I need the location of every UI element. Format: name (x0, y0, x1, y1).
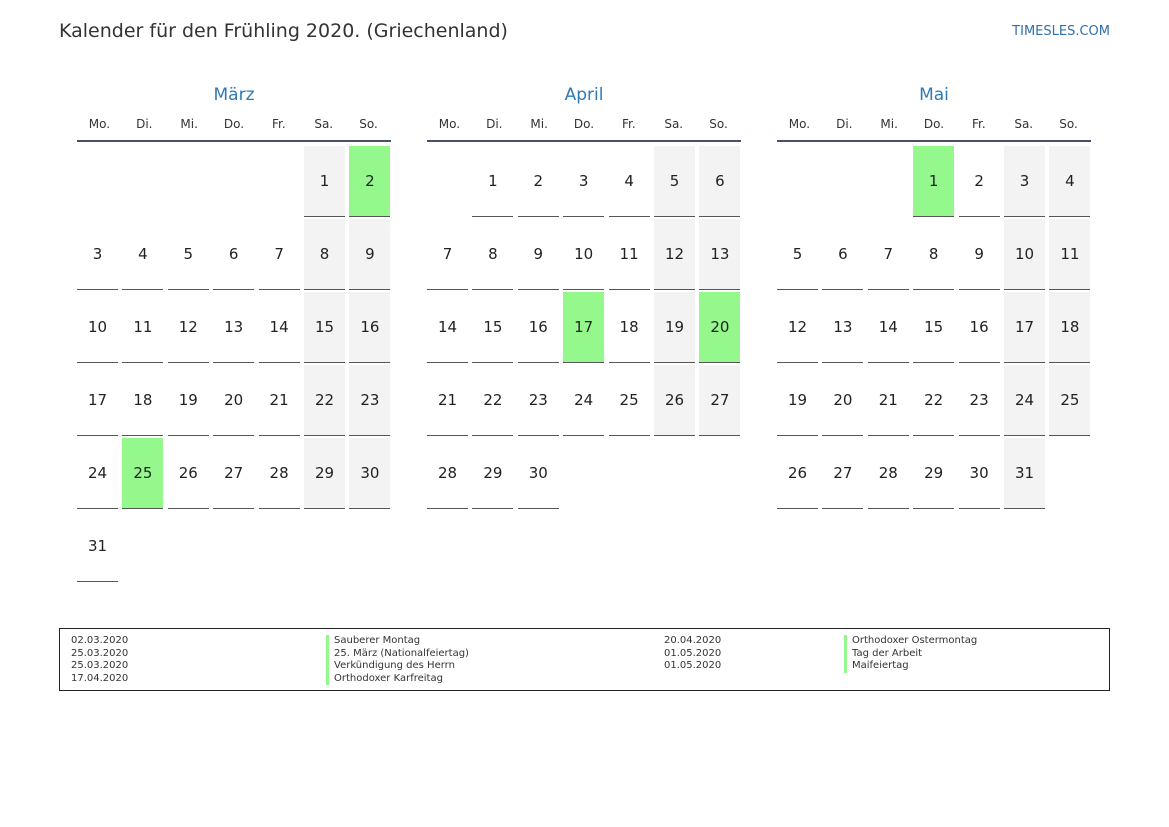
day-cell: 27 (213, 438, 254, 509)
day-cell: 20 (822, 365, 863, 436)
day-cell: 19 (168, 365, 209, 436)
weekday-label: Sa. (664, 117, 684, 131)
weekday-header (777, 116, 1091, 142)
day-cell: 18 (1049, 292, 1090, 363)
day-cell: 21 (259, 365, 300, 436)
day-cell: 1 (472, 146, 513, 217)
day-cell: 2 (518, 146, 559, 217)
day-cell: 6 (699, 146, 740, 217)
weekday-header (77, 116, 391, 142)
legend-right-dates (664, 635, 721, 673)
day-cell: 26 (777, 438, 818, 509)
day-cell: 17 (1004, 292, 1045, 363)
weekday-label: Mo. (88, 117, 111, 131)
day-cell: 15 (472, 292, 513, 363)
day-cell: 29 (304, 438, 345, 509)
legend-holiday-name: Tag der Arbeit (844, 648, 977, 661)
weekday-label: Do. (223, 117, 245, 131)
day-cell: 7 (427, 219, 468, 290)
day-cell: 31 (77, 511, 118, 582)
day-cell: 6 (213, 219, 254, 290)
weekday-label: Di. (136, 117, 153, 131)
day-cell: 27 (822, 438, 863, 509)
day-cell-holiday: 2 (349, 146, 390, 217)
day-cell: 18 (122, 365, 163, 436)
day-cell: 25 (609, 365, 650, 436)
month-name: März (213, 85, 255, 105)
day-cell: 3 (563, 146, 604, 217)
day-cell: 28 (259, 438, 300, 509)
day-cell: 21 (868, 365, 909, 436)
day-cell: 31 (1004, 438, 1045, 509)
day-cell: 16 (349, 292, 390, 363)
month-name: April (564, 85, 604, 105)
day-cell: 7 (868, 219, 909, 290)
day-cell: 5 (777, 219, 818, 290)
day-cell: 6 (822, 219, 863, 290)
weekday-label: Di. (486, 117, 503, 131)
page-title: Kalender für den Frühling 2020. (Griechenland) (59, 20, 508, 42)
day-cell: 11 (1049, 219, 1090, 290)
weekday-label: Do. (573, 117, 595, 131)
weekday-label: Mo. (788, 117, 811, 131)
weekday-label: Mo. (438, 117, 461, 131)
weekday-label: Sa. (314, 117, 334, 131)
weekday-label: Mi. (880, 117, 898, 131)
weekday-label: Mi. (180, 117, 198, 131)
day-cell: 8 (913, 219, 954, 290)
weekday-header (427, 116, 741, 142)
day-cell: 4 (1049, 146, 1090, 217)
legend-holiday-name: Maifeiertag (844, 660, 977, 673)
day-cell: 29 (472, 438, 513, 509)
day-cell: 24 (1004, 365, 1045, 436)
day-cell: 13 (699, 219, 740, 290)
day-cell: 4 (609, 146, 650, 217)
day-cell: 18 (609, 292, 650, 363)
day-cell: 30 (349, 438, 390, 509)
day-cell: 21 (427, 365, 468, 436)
day-cell-holiday: 20 (699, 292, 740, 363)
day-cell: 23 (959, 365, 1000, 436)
legend-date: 17.04.2020 (71, 672, 129, 684)
weekday-label: So. (709, 117, 728, 131)
day-cell: 5 (654, 146, 695, 217)
legend-holiday-name: Orthodoxer Ostermontag (844, 635, 977, 648)
day-cell: 22 (304, 365, 345, 436)
day-cell: 11 (122, 292, 163, 363)
site-link[interactable]: TIMESLES.COM (1012, 24, 1110, 39)
day-cell: 5 (168, 219, 209, 290)
legend-date: 20.04.2020 (664, 635, 722, 646)
day-cell: 26 (168, 438, 209, 509)
legend-date: 01.05.2020 (664, 660, 722, 671)
day-cell: 16 (959, 292, 1000, 363)
day-cell: 19 (654, 292, 695, 363)
day-cell-holiday: 1 (913, 146, 954, 217)
day-cell: 28 (868, 438, 909, 509)
month-0 (77, 84, 391, 555)
day-cell: 30 (959, 438, 1000, 509)
day-cell: 13 (822, 292, 863, 363)
day-cell: 24 (563, 365, 604, 436)
day-cell: 26 (654, 365, 695, 436)
day-cell-holiday: 17 (563, 292, 604, 363)
day-cell: 4 (122, 219, 163, 290)
weekday-label: Fr. (972, 117, 986, 131)
day-cell: 12 (654, 219, 695, 290)
day-cell: 14 (259, 292, 300, 363)
day-cell: 20 (213, 365, 254, 436)
day-cell: 22 (913, 365, 954, 436)
weekday-label: So. (359, 117, 378, 131)
day-cell: 29 (913, 438, 954, 509)
day-cell: 10 (563, 219, 604, 290)
day-cell: 16 (518, 292, 559, 363)
day-cell: 8 (472, 219, 513, 290)
day-cell: 23 (349, 365, 390, 436)
legend-date: 25.03.2020 (71, 647, 129, 659)
day-cell: 9 (349, 219, 390, 290)
legend-holiday-name: Orthodoxer Karfreitag (326, 673, 469, 686)
day-cell: 27 (699, 365, 740, 436)
legend-holiday-name: 25. März (Nationalfeiertag) (326, 648, 469, 661)
day-cell: 3 (1004, 146, 1045, 217)
month-name: Mai (919, 85, 949, 105)
day-cell: 30 (518, 438, 559, 509)
day-cell: 11 (609, 219, 650, 290)
day-cell: 19 (777, 365, 818, 436)
day-cell: 15 (913, 292, 954, 363)
weekday-label: Do. (923, 117, 945, 131)
day-cell: 7 (259, 219, 300, 290)
legend-right-names (844, 635, 977, 673)
day-cell: 22 (472, 365, 513, 436)
day-cell: 8 (304, 219, 345, 290)
weekday-label: So. (1059, 117, 1078, 131)
legend-date: 01.05.2020 (664, 647, 722, 659)
day-cell: 10 (77, 292, 118, 363)
month-2 (777, 84, 1091, 482)
day-cell: 3 (77, 219, 118, 290)
day-cell: 13 (213, 292, 254, 363)
day-cell: 17 (77, 365, 118, 436)
day-cell: 12 (168, 292, 209, 363)
day-cell: 24 (77, 438, 118, 509)
day-cell-holiday: 25 (122, 438, 163, 509)
day-cell: 25 (1049, 365, 1090, 436)
day-cell: 12 (777, 292, 818, 363)
day-cell: 9 (518, 219, 559, 290)
day-cell: 23 (518, 365, 559, 436)
weekday-label: Di. (836, 117, 853, 131)
weekday-label: Fr. (272, 117, 286, 131)
legend-left-names (326, 635, 469, 685)
legend-holiday-name: Sauberer Montag (326, 635, 469, 648)
weekday-label: Fr. (622, 117, 636, 131)
day-cell: 14 (427, 292, 468, 363)
day-cell: 28 (427, 438, 468, 509)
legend-left-dates (71, 635, 128, 685)
day-cell: 14 (868, 292, 909, 363)
day-cell: 9 (959, 219, 1000, 290)
weekday-label: Mi. (530, 117, 548, 131)
day-cell: 1 (304, 146, 345, 217)
weekday-label: Sa. (1014, 117, 1034, 131)
day-cell: 15 (304, 292, 345, 363)
day-cell: 2 (959, 146, 1000, 217)
legend-holiday-name: Verkündigung des Herrn (326, 660, 469, 673)
month-1 (427, 84, 741, 482)
legend-date: 02.03.2020 (71, 635, 129, 646)
day-cell: 10 (1004, 219, 1045, 290)
holiday-legend (59, 628, 1110, 691)
legend-date: 25.03.2020 (71, 660, 129, 671)
